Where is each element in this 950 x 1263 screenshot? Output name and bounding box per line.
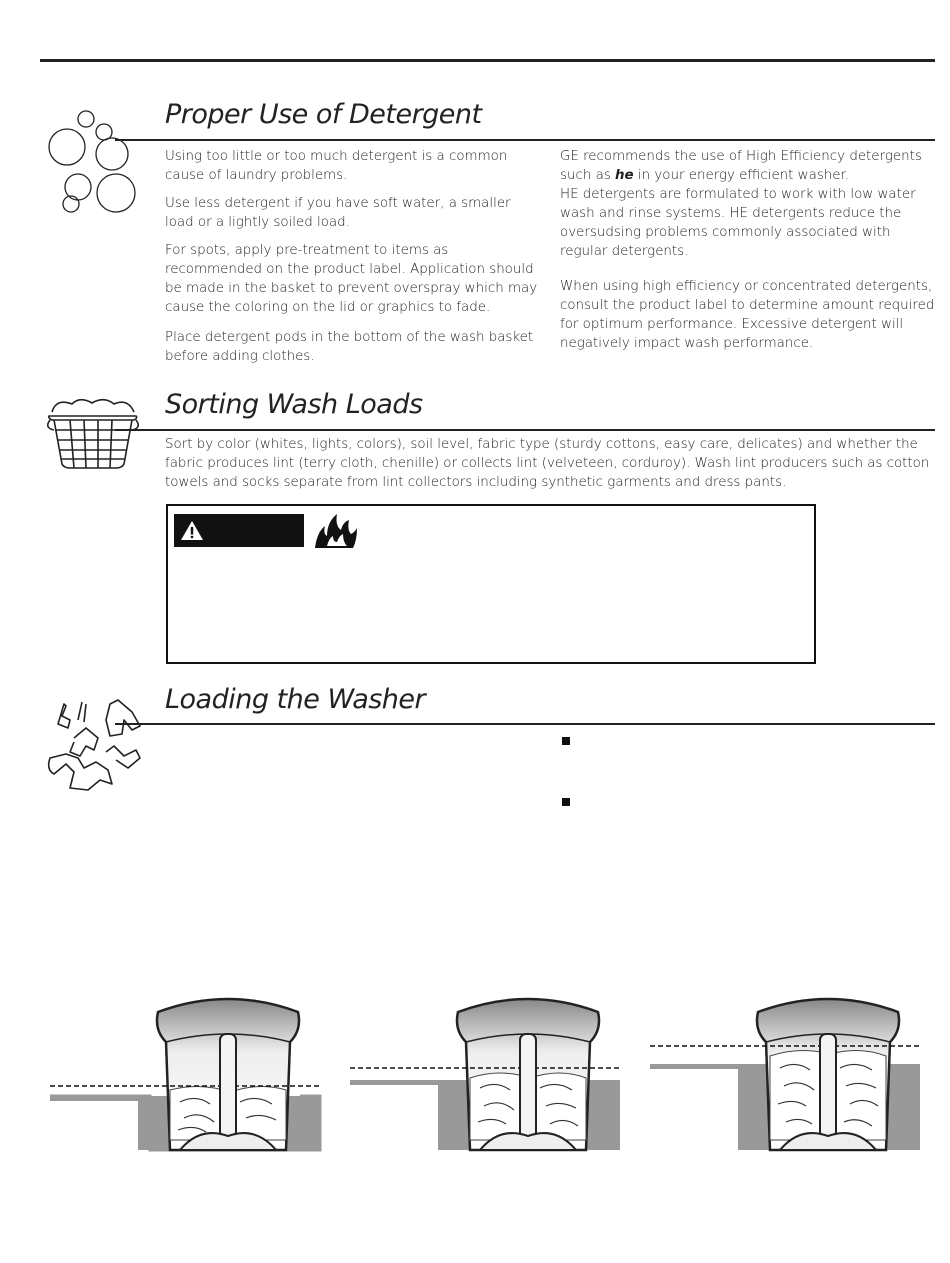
section-title-sorting: Sorting Wash Loads (165, 389, 423, 420)
detergent-paragraph-2: Use less detergent if you have soft water, a smaller load or a lightly soiled load. (165, 196, 511, 230)
fire-hazard-icon (313, 512, 359, 550)
he-intro-cont: HE detergents are formulated to work with low water wash and rinse systems. HE detergents reduce the oversudsing problems commonly associated with regular detergents. (560, 187, 916, 259)
tub-illustration-high (650, 990, 925, 1160)
detergent-paragraph-1: Using too little or too much detergent is a common cause of laundry problems. (165, 149, 508, 183)
he-intro-before: GE recommends the use of High Efficiency detergents such as (560, 149, 922, 183)
section-rule-loading (115, 723, 935, 725)
he-logo-text: he (615, 168, 634, 183)
warning-triangle-icon (180, 520, 204, 541)
tub-illustration-medium (350, 990, 625, 1160)
clothes-icon (44, 698, 144, 793)
bullet-2 (562, 798, 570, 806)
tub-illustration-low (50, 990, 325, 1160)
section-rule-detergent (115, 139, 935, 141)
warning-box (166, 504, 816, 664)
detergent-right-paragraph-2: When using high efficiency or concentrated detergents, consult the product label to determine amount required for optimum performance. Excessive detergent will negatively impact wash performance. (560, 279, 935, 351)
sorting-paragraph: Sort by color (whites, lights, colors), soil level, fabric type (sturdy cottons, easy care, delicates) and whether the fabric produces lint (terry cloth, chenille) or collects lint (velveteen, corduroy). Wash lint producers such as cotton towels and socks separate from lint collectors including synthetic garments and dress pants. (165, 437, 930, 490)
warning-label (174, 514, 304, 547)
detergent-right-paragraph-1 (560, 147, 935, 261)
detergent-paragraph-4: Place detergent pods in the bottom of the wash basket before adding clothes. (165, 330, 534, 364)
bullet-1 (562, 737, 570, 745)
section-title-loading: Loading the Washer (165, 684, 426, 715)
section-title-detergent: Proper Use of Detergent (165, 99, 482, 130)
section-rule-sorting (115, 429, 935, 431)
bubbles-icon (44, 110, 139, 215)
top-rule (40, 59, 935, 62)
detergent-paragraph-3: For spots, apply pre-treatment to items as recommended on the product label. Application should be made in the basket to prevent overspray which may cause the coloring on the lid or graphics to fade. (165, 243, 538, 315)
laundry-basket-icon (46, 398, 141, 470)
he-intro-after: in your energy efficient washer. (633, 168, 850, 183)
